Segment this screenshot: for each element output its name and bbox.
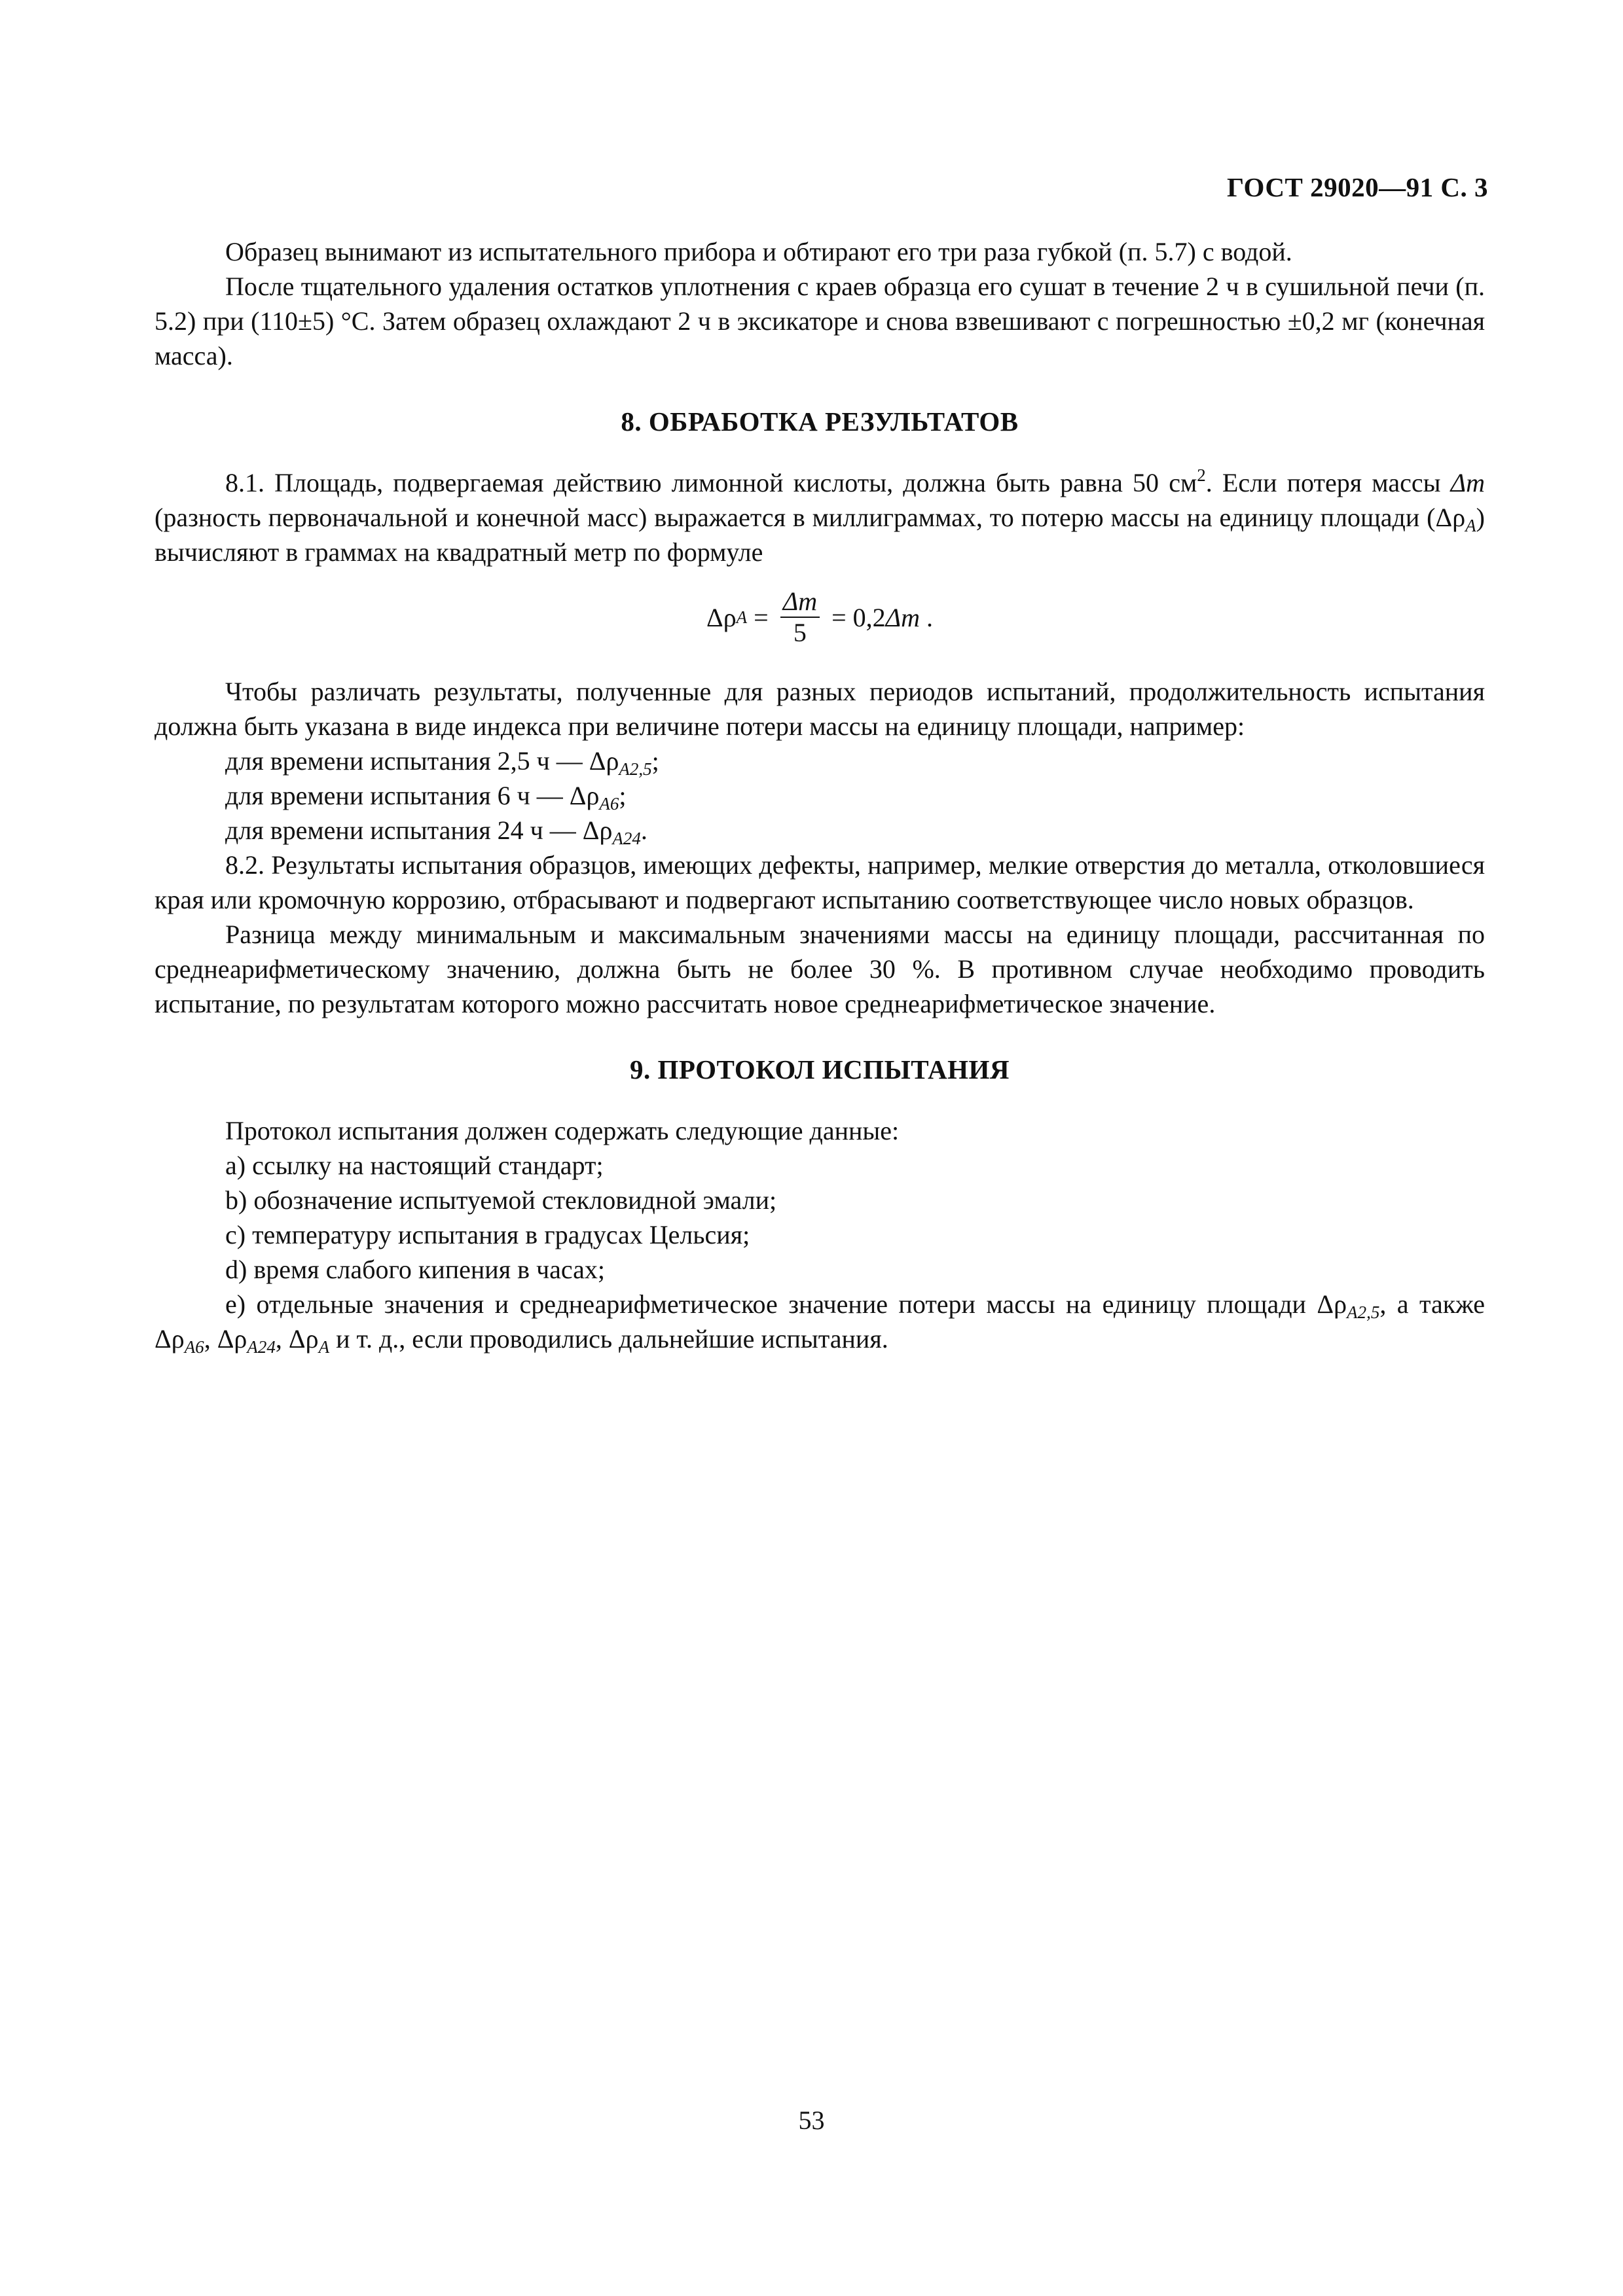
protocol-item: c) температуру испытания в градусах Цельсия; <box>225 1220 750 1249</box>
protocol-item: b) обозначение испытуемой стекловидной эмали; <box>225 1185 777 1215</box>
intro-paragraph-2: После тщательного удаления остатков уплотнения с краев образца его сушат в течение 2 ч в сушильной печи (п. 5.2) при (110±5) °С. Затем образец охлаждают 2 ч в эксикаторе и снова взвешивают с погрешностью ±0,2 мг (конечная масса). <box>155 272 1485 370</box>
formula-delta-rho: Δρ A = $\frac{\Delta m}{5}$ = 0,2 Δm . <box>706 586 934 647</box>
section-9-heading: 9. ПРОТОКОЛ ИСПЫТАНИЯ <box>629 1054 1010 1085</box>
protocol-item: a) ссылку на настоящий стандарт; <box>225 1151 604 1180</box>
formula-fraction <box>780 586 820 648</box>
example-item: для времени испытания 24 ч — $\Delta\rho_{A24}$. <box>225 816 647 848</box>
section-8-heading: 8. ОБРАБОТКА РЕЗУЛЬТАТОВ <box>621 406 1019 437</box>
paragraph-8-1-continued: Чтобы различать результаты, полученные для разных периодов испытаний, продолжительность испытания должна быть указана в виде индекса при величине потери массы на единицу площади, например: <box>155 677 1485 741</box>
paragraph-8-2-continued: Разница между минимальным и максимальным значениями массы на единицу площади, рассчитанная по среднеарифметическому значению, должна быть не более 30 %. В противном случае необходимо проводить испытание, по результатам которого можно рассчитать новое среднеарифметическое значение. <box>155 920 1485 1018</box>
protocol-item: d) время слабого кипения в часах; <box>225 1255 605 1284</box>
document-body <box>155 234 1485 1356</box>
paragraph-8-2: 8.2. Результаты испытания образцов, имеющих дефекты, например, мелкие отверстия до металла, отколовшиеся края или кромочную коррозию, отбрасывают и подвергают испытанию соответствующее число новых образцов. <box>155 850 1485 914</box>
paragraph-8-1: 8.1. Площадь, подвергаемая действию лимонной кислоты, должна быть равна 50 $см^2$. Если потеря массы Δm (разность первоначальной и конечной масс) выражается в миллиграммах, то потерю массы на единицу площади $(\Delta\rho_A)$ вычисляют в граммах на квадратный метр по формуле <box>155 465 1485 567</box>
example-item: для времени испытания 2,5 ч — $\Delta\rho_{A2,5}$; <box>225 746 659 779</box>
document-header: ГОСТ 29020—91 С. 3 <box>1226 172 1488 202</box>
intro-paragraph-1: Образец вынимают из испытательного прибора и обтирают его три раза губкой (п. 5.7) с водой. <box>225 237 1292 266</box>
example-item: для времени испытания 6 ч — $\Delta\rho_{A6}$; <box>225 781 627 814</box>
protocol-intro: Протокол испытания должен содержать следующие данные: <box>225 1116 900 1145</box>
page-number: 53 <box>798 2106 825 2135</box>
protocol-item-e: e) отдельные значения и среднеарифметическое значение потери массы на единицу площади $\Delta\rho_{A2,5}$, а также $\Delta\rho_{A6}$, $\Delta\rho_{A24}$, $\Delta\rho_A$ и т. д., если проводились дальнейшие испытания. <box>155 1289 1486 1357</box>
formula-denominator: 5 <box>793 618 807 647</box>
formula-numerator: Δm <box>780 586 820 618</box>
